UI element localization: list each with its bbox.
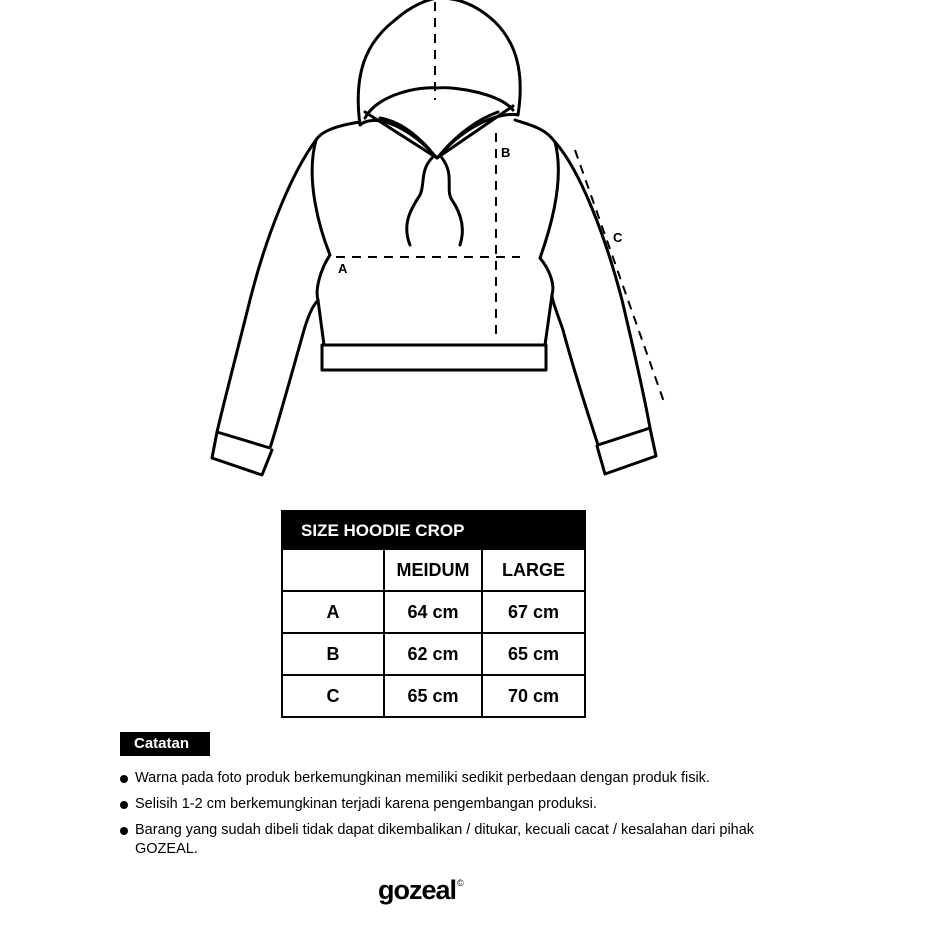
right-drawstring <box>442 158 462 245</box>
table-row <box>283 590 584 632</box>
medium-value: 65 cm <box>385 676 483 716</box>
size-table-title: SIZE HOODIE CROP <box>283 512 584 550</box>
large-value: 67 cm <box>507 601 560 622</box>
list-item: Warna pada foto produk berkemungkinan memiliki sedikit perbedaan dengan produk fisik. <box>120 769 780 788</box>
list-item: Barang yang sudah dibeli tidak dapat dikembalikan / ditukar, kecuali cacat / kesalahan dari pihak GOZEAL. <box>120 821 780 859</box>
left-sleeve <box>217 140 318 448</box>
header-cell-large: LARGE <box>502 559 565 580</box>
row-label: C <box>283 676 385 716</box>
large-value: 70 cm <box>507 685 560 706</box>
table-row <box>283 674 584 716</box>
measure-label-c: C <box>613 230 623 245</box>
table-row <box>283 632 584 674</box>
body-outline <box>312 120 558 345</box>
header-cell-blank <box>283 550 385 590</box>
size-table-header-row <box>283 550 584 590</box>
list-item: Selisih 1-2 cm berkemungkinan terjadi karena pengembangan produksi. <box>120 795 780 814</box>
medium-value: 62 cm <box>385 634 483 674</box>
size-table <box>281 510 586 718</box>
right-sleeve <box>552 142 650 445</box>
brand-logo <box>378 872 464 908</box>
row-label: A <box>283 592 385 632</box>
measure-label-a: A <box>338 261 348 276</box>
brand-registered-mark: © <box>457 878 464 888</box>
row-label: B <box>283 634 385 674</box>
measure-line-c <box>575 150 664 402</box>
notes-heading: Catatan <box>120 732 210 756</box>
notes-list <box>120 769 780 866</box>
brand-name: gozeal <box>378 875 457 905</box>
waistband <box>322 345 546 370</box>
left-drawstring <box>407 158 432 245</box>
medium-value: 64 cm <box>385 592 483 632</box>
header-cell-medium: MEIDUM <box>385 550 483 590</box>
large-value: 65 cm <box>507 643 560 664</box>
measure-label-b: B <box>501 145 511 160</box>
